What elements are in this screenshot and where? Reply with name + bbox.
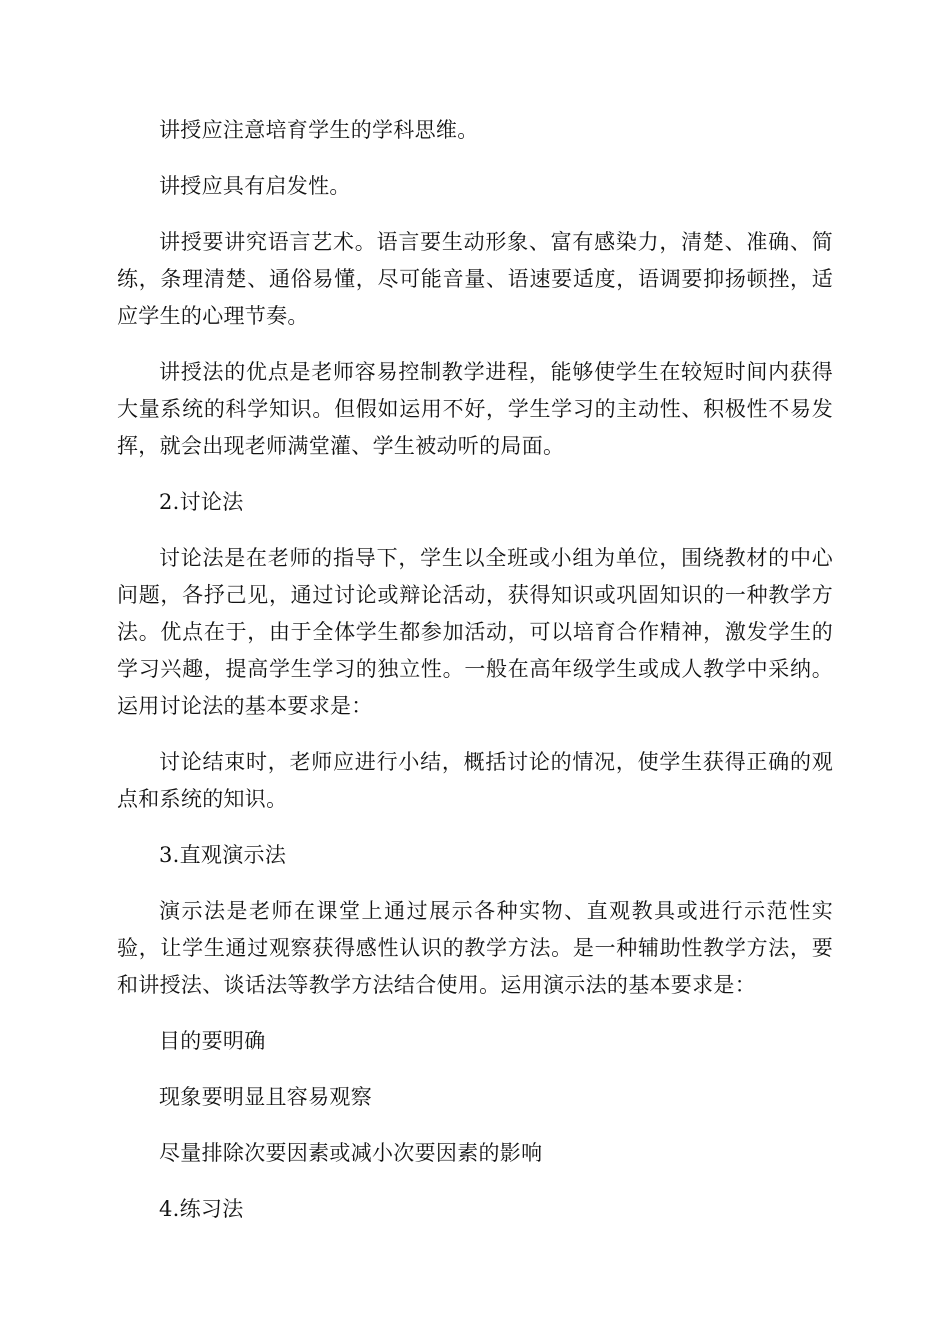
list-item-observable: 现象要明显且容易观察 [159, 1085, 372, 1109]
paragraph-subject-thinking: 讲授应注意培育学生的学科思维。 [159, 118, 479, 142]
list-item-reduce-factors: 尽量排除次要因素或减小次要因素的影响 [159, 1141, 543, 1165]
heading-practice-method: 4.练习法 [159, 1197, 244, 1221]
paragraph-lecture-pros-cons: 讲授法的优点是老师容易控制教学进程，能够使学生在较短时间内获得大量系统的科学知识。但假如运用不好，学生学习的主动性、积极性不易发挥，就会出现老师满堂灌、学生被动听的局面。 [117, 360, 833, 458]
paragraph-demonstration-definition: 演示法是老师在课堂上通过展示各种实物、直观教具或进行示范性实验，让学生通过观察获得感性认识的教学方法。是一种辅助性教学方法，要和讲授法、谈话法等教学方法结合使用。运用演示法的基本要求是： [117, 899, 833, 997]
paragraph-discussion-summary: 讨论结束时，老师应进行小结，概括讨论的情况，使学生获得正确的观点和系统的知识。 [117, 750, 833, 811]
heading-discussion-method: 2.讨论法 [159, 490, 244, 514]
paragraph-heuristic: 讲授应具有启发性。 [159, 174, 351, 198]
heading-demonstration-method: 3.直观演示法 [159, 843, 287, 867]
list-item-clear-goal: 目的要明确 [159, 1029, 266, 1053]
paragraph-language-art: 讲授要讲究语言艺术。语言要生动形象、富有感染力，清楚、准确、简练，条理清楚、通俗易懂，尽可能音量、语速要适度，语调要抑扬顿挫，适应学生的心理节奏。 [117, 230, 833, 328]
paragraph-discussion-definition: 讨论法是在老师的指导下，学生以全班或小组为单位，围绕教材的中心问题，各抒己见，通过讨论或辩论活动，获得知识或巩固知识的一种教学方法。优点在于，由于全体学生都参加活动，可以培育合作精神，激发学生的学习兴趣，提高学生学习的独立性。一般在高年级学生或成人教学中采纳。运用讨论法的基本要求是： [117, 546, 833, 718]
document-body [117, 112, 833, 1247]
